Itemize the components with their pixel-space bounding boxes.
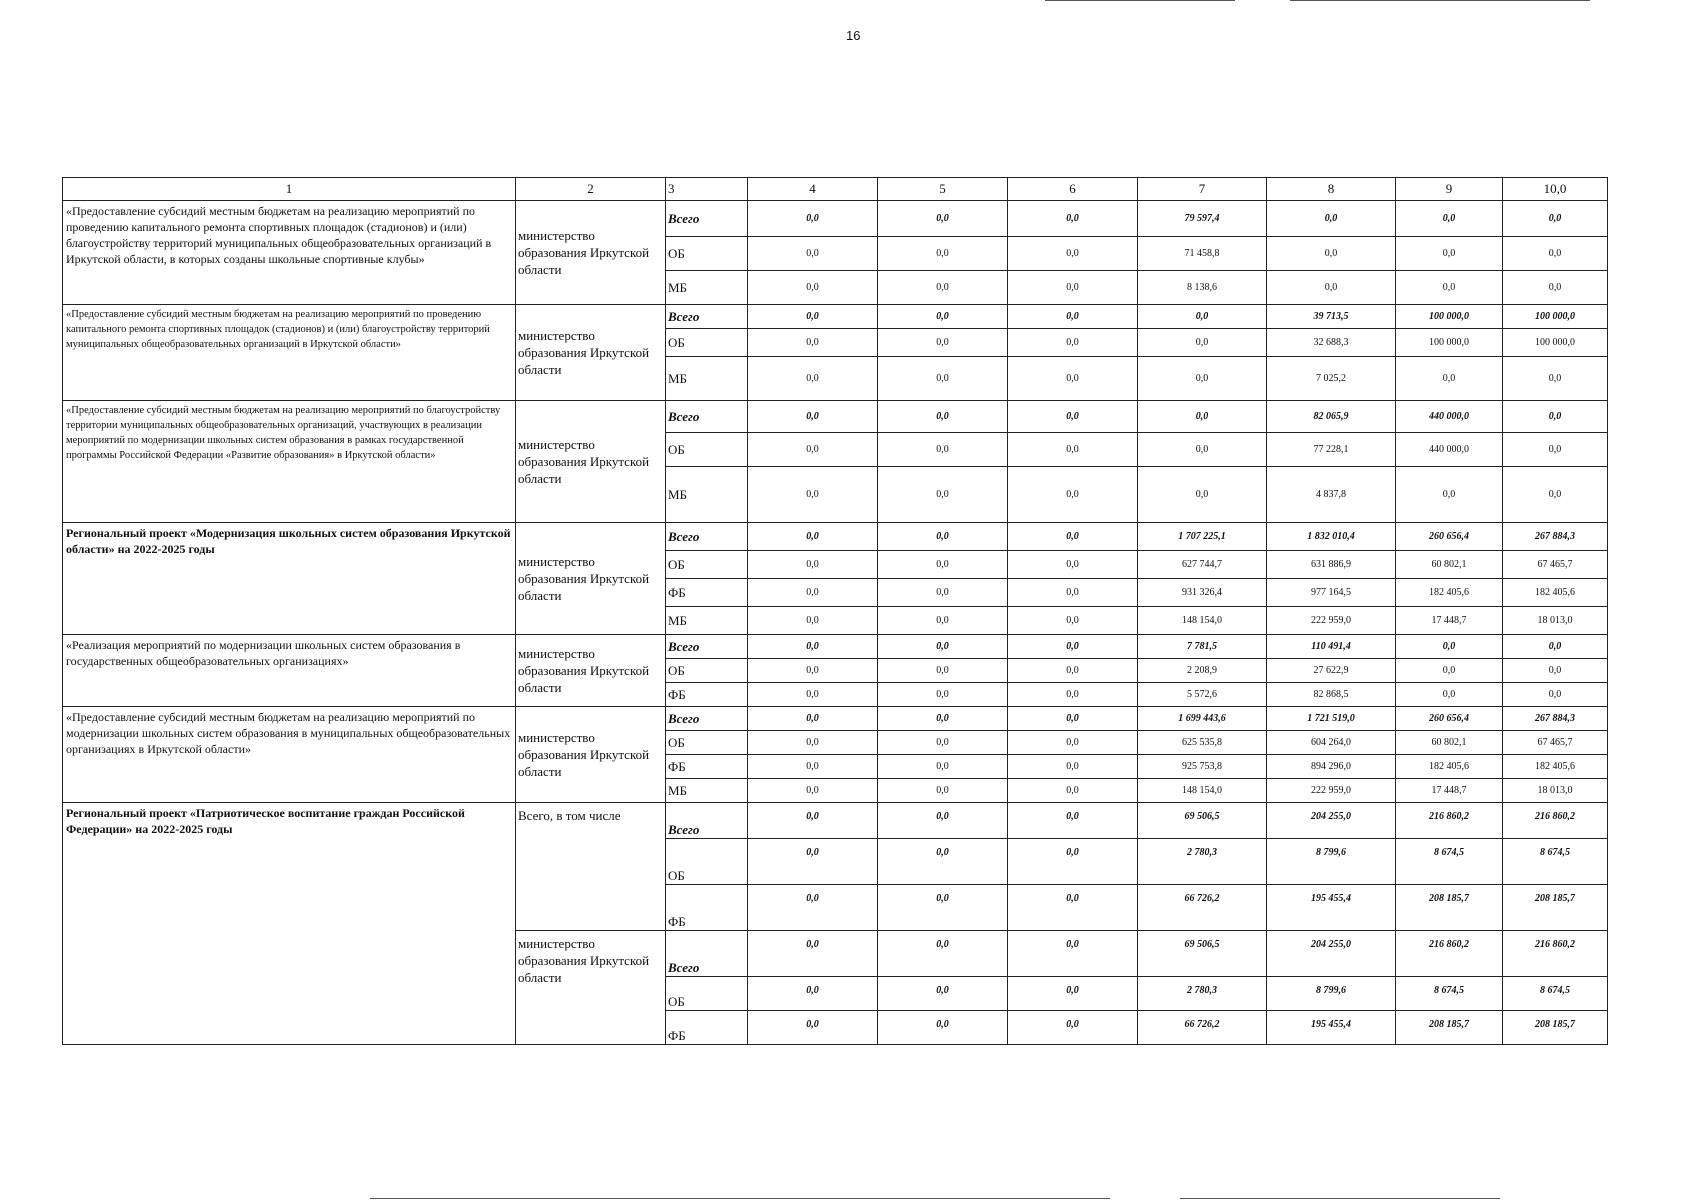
value-cell: 627 744,7 (1138, 551, 1267, 579)
value-cell: 931 326,4 (1138, 579, 1267, 607)
responsible-executor: министерство образования Иркутской области (516, 401, 666, 523)
value-cell: 66 726,2 (1138, 1011, 1267, 1045)
value-cell: 39 713,5 (1267, 305, 1396, 329)
value-cell: 8 138,6 (1138, 271, 1267, 305)
funding-source: Всего (666, 803, 748, 839)
value-cell: 0,0 (748, 1011, 878, 1045)
value-cell: 0,0 (1008, 551, 1138, 579)
value-cell: 260 656,4 (1396, 707, 1503, 731)
value-cell: 0,0 (1008, 977, 1138, 1011)
value-cell: 0,0 (1008, 401, 1138, 433)
value-cell: 0,0 (1396, 635, 1503, 659)
value-cell: 0,0 (1503, 237, 1608, 271)
value-cell: 82 868,5 (1267, 683, 1396, 707)
table-row (63, 305, 1608, 329)
funding-source: МБ (666, 607, 748, 635)
value-cell: 79 597,4 (1138, 201, 1267, 237)
value-cell: 100 000,0 (1503, 329, 1608, 357)
value-cell: 0,0 (878, 305, 1008, 329)
header-cell: 1 (63, 178, 516, 201)
header-cell: 6 (1008, 178, 1138, 201)
value-cell: 0,0 (1008, 523, 1138, 551)
value-cell: 0,0 (748, 731, 878, 755)
value-cell: 0,0 (878, 237, 1008, 271)
value-cell: 625 535,8 (1138, 731, 1267, 755)
value-cell: 0,0 (878, 579, 1008, 607)
value-cell: 0,0 (748, 305, 878, 329)
value-cell: 0,0 (1503, 683, 1608, 707)
value-cell: 0,0 (1008, 357, 1138, 401)
value-cell: 8 674,5 (1396, 839, 1503, 885)
value-cell: 0,0 (748, 551, 878, 579)
value-cell: 0,0 (878, 755, 1008, 779)
value-cell: 0,0 (878, 839, 1008, 885)
value-cell: 0,0 (1396, 357, 1503, 401)
value-cell: 1 707 225,1 (1138, 523, 1267, 551)
value-cell: 208 185,7 (1396, 1011, 1503, 1045)
funding-source: МБ (666, 467, 748, 523)
value-cell: 2 780,3 (1138, 977, 1267, 1011)
value-cell: 0,0 (878, 885, 1008, 931)
value-cell: 0,0 (748, 839, 878, 885)
scan-artifact-line (1045, 0, 1235, 1)
value-cell: 0,0 (878, 523, 1008, 551)
value-cell: 0,0 (1138, 401, 1267, 433)
value-cell: 8 674,5 (1503, 977, 1608, 1011)
value-cell: 18 013,0 (1503, 607, 1608, 635)
value-cell: 0,0 (748, 885, 878, 931)
value-cell: 182 405,6 (1396, 755, 1503, 779)
responsible-executor: министерство образования Иркутской области (516, 707, 666, 803)
responsible-executor: министерство образования Иркутской области (516, 305, 666, 401)
value-cell: 0,0 (748, 433, 878, 467)
value-cell: 71 458,8 (1138, 237, 1267, 271)
value-cell: 0,0 (1008, 635, 1138, 659)
value-cell: 0,0 (1503, 201, 1608, 237)
value-cell: 7 781,5 (1138, 635, 1267, 659)
value-cell: 67 465,7 (1503, 551, 1608, 579)
value-cell: 100 000,0 (1396, 329, 1503, 357)
value-cell: 0,0 (748, 401, 878, 433)
value-cell: 0,0 (878, 201, 1008, 237)
value-cell: 260 656,4 (1396, 523, 1503, 551)
value-cell: 216 860,2 (1396, 803, 1503, 839)
value-cell: 0,0 (748, 977, 878, 1011)
value-cell: 0,0 (878, 551, 1008, 579)
value-cell: 0,0 (1396, 201, 1503, 237)
value-cell: 0,0 (1008, 779, 1138, 803)
funding-source: Всего (666, 523, 748, 551)
header-cell: 5 (878, 178, 1008, 201)
value-cell: 100 000,0 (1503, 305, 1608, 329)
value-cell: 0,0 (1396, 683, 1503, 707)
value-cell: 631 886,9 (1267, 551, 1396, 579)
value-cell: 0,0 (1503, 467, 1608, 523)
value-cell: 0,0 (1008, 237, 1138, 271)
value-cell: 0,0 (748, 607, 878, 635)
value-cell: 0,0 (1138, 305, 1267, 329)
funding-source: ОБ (666, 433, 748, 467)
value-cell: 0,0 (1138, 433, 1267, 467)
value-cell: 60 802,1 (1396, 551, 1503, 579)
value-cell: 17 448,7 (1396, 779, 1503, 803)
value-cell: 0,0 (1396, 467, 1503, 523)
value-cell: 0,0 (878, 271, 1008, 305)
funding-source: ОБ (666, 731, 748, 755)
funding-source: МБ (666, 271, 748, 305)
value-cell: 0,0 (878, 931, 1008, 977)
value-cell: 1 721 519,0 (1267, 707, 1396, 731)
value-cell: 0,0 (748, 523, 878, 551)
value-cell: 8 799,6 (1267, 977, 1396, 1011)
value-cell: 0,0 (1008, 201, 1138, 237)
value-cell: 204 255,0 (1267, 931, 1396, 977)
value-cell: 222 959,0 (1267, 607, 1396, 635)
header-cell: 2 (516, 178, 666, 201)
value-cell: 0,0 (748, 803, 878, 839)
value-cell: 0,0 (1008, 1011, 1138, 1045)
value-cell: 0,0 (1008, 329, 1138, 357)
table-row (63, 201, 1608, 237)
value-cell: 1 699 443,6 (1138, 707, 1267, 731)
value-cell: 0,0 (748, 683, 878, 707)
responsible-executor: министерство образования Иркутской области (516, 931, 666, 1045)
value-cell: 925 753,8 (1138, 755, 1267, 779)
value-cell: 894 296,0 (1267, 755, 1396, 779)
value-cell: 0,0 (748, 467, 878, 523)
value-cell: 0,0 (1008, 803, 1138, 839)
value-cell: 216 860,2 (1503, 803, 1608, 839)
value-cell: 0,0 (1267, 271, 1396, 305)
value-cell: 0,0 (1008, 755, 1138, 779)
funding-source: Всего (666, 401, 748, 433)
value-cell: 0,0 (748, 755, 878, 779)
scan-artifact-line (370, 1198, 1110, 1199)
value-cell: 0,0 (1267, 237, 1396, 271)
value-cell: 0,0 (878, 357, 1008, 401)
value-cell: 267 884,3 (1503, 707, 1608, 731)
value-cell: 208 185,7 (1503, 885, 1608, 931)
value-cell: 216 860,2 (1503, 931, 1608, 977)
value-cell: 1 832 010,4 (1267, 523, 1396, 551)
value-cell: 0,0 (878, 467, 1008, 523)
value-cell: 977 164,5 (1267, 579, 1396, 607)
value-cell: 0,0 (878, 1011, 1008, 1045)
value-cell: 69 506,5 (1138, 931, 1267, 977)
value-cell: 0,0 (1503, 635, 1608, 659)
item-name: «Предоставление субсидий местным бюджетам на реализацию мероприятий по проведению капитального ремонта спортивных площадок (стадионов) и (или) благоустройству территорий муниципальных общеобразовательных организаций в Иркутской области» (63, 305, 516, 401)
value-cell: 0,0 (1008, 731, 1138, 755)
value-cell: 222 959,0 (1267, 779, 1396, 803)
value-cell: 267 884,3 (1503, 523, 1608, 551)
header-cell: 4 (748, 178, 878, 201)
value-cell: 0,0 (1008, 467, 1138, 523)
value-cell: 0,0 (878, 607, 1008, 635)
value-cell: 0,0 (1008, 931, 1138, 977)
value-cell: 0,0 (1008, 305, 1138, 329)
value-cell: 195 455,4 (1267, 885, 1396, 931)
table-row (63, 401, 1608, 433)
value-cell: 0,0 (878, 731, 1008, 755)
value-cell: 440 000,0 (1396, 433, 1503, 467)
value-cell: 32 688,3 (1267, 329, 1396, 357)
value-cell: 0,0 (748, 271, 878, 305)
table-row (63, 635, 1608, 659)
header-cell: 9 (1396, 178, 1503, 201)
value-cell: 0,0 (1503, 357, 1608, 401)
funding-source: ФБ (666, 683, 748, 707)
value-cell: 0,0 (1008, 433, 1138, 467)
value-cell: 7 025,2 (1267, 357, 1396, 401)
value-cell: 0,0 (748, 659, 878, 683)
funding-source: ФБ (666, 755, 748, 779)
value-cell: 27 622,9 (1267, 659, 1396, 683)
funding-source: ОБ (666, 551, 748, 579)
item-name: «Предоставление субсидий местным бюджетам на реализацию мероприятий по проведению капитального ремонта спортивных площадок (стадионов) и (или) благоустройству территорий муниципальных общеобразовательных организаций в Иркутской области, в которых созданы школьные спортивные клубы» (63, 201, 516, 305)
value-cell: 0,0 (878, 683, 1008, 707)
value-cell: 0,0 (878, 977, 1008, 1011)
funding-source: Всего (666, 305, 748, 329)
table-row (63, 803, 1608, 839)
value-cell: 82 065,9 (1267, 401, 1396, 433)
item-name: Региональный проект «Патриотическое воспитание граждан Российской Федерации» на 2022-2025 годы (63, 803, 516, 1045)
table-row (63, 707, 1608, 731)
value-cell: 0,0 (1008, 683, 1138, 707)
header-cell: 8 (1267, 178, 1396, 201)
funding-source: Всего (666, 635, 748, 659)
funding-source: МБ (666, 779, 748, 803)
table-row (63, 523, 1608, 551)
value-cell: 0,0 (1008, 839, 1138, 885)
item-name: «Реализация мероприятий по модернизации школьных систем образования в государственных общеобразовательных организациях» (63, 635, 516, 707)
value-cell: 17 448,7 (1396, 607, 1503, 635)
value-cell: 216 860,2 (1396, 931, 1503, 977)
value-cell: 0,0 (1138, 467, 1267, 523)
value-cell: 0,0 (1396, 237, 1503, 271)
funding-source: ОБ (666, 977, 748, 1011)
value-cell: 440 000,0 (1396, 401, 1503, 433)
value-cell: 0,0 (1008, 707, 1138, 731)
value-cell: 8 674,5 (1396, 977, 1503, 1011)
value-cell: 195 455,4 (1267, 1011, 1396, 1045)
value-cell: 182 405,6 (1396, 579, 1503, 607)
value-cell: 0,0 (878, 803, 1008, 839)
funding-source: ОБ (666, 659, 748, 683)
value-cell: 69 506,5 (1138, 803, 1267, 839)
funding-source: Всего (666, 931, 748, 977)
value-cell: 0,0 (1008, 607, 1138, 635)
item-name: Региональный проект «Модернизация школьных систем образования Иркутской области» на 2022-2025 годы (63, 523, 516, 635)
value-cell: 5 572,6 (1138, 683, 1267, 707)
header-cell: 10,0 (1503, 178, 1608, 201)
value-cell: 604 264,0 (1267, 731, 1396, 755)
header-row (63, 178, 1608, 201)
funding-source: ОБ (666, 839, 748, 885)
value-cell: 0,0 (748, 201, 878, 237)
value-cell: 0,0 (748, 237, 878, 271)
value-cell: 0,0 (748, 931, 878, 977)
value-cell: 0,0 (1396, 271, 1503, 305)
budget-table (62, 177, 1608, 1045)
value-cell: 2 780,3 (1138, 839, 1267, 885)
value-cell: 60 802,1 (1396, 731, 1503, 755)
value-cell: 0,0 (1138, 357, 1267, 401)
funding-source: ФБ (666, 1011, 748, 1045)
scan-artifact-line (1290, 0, 1590, 1)
value-cell: 0,0 (878, 329, 1008, 357)
value-cell: 8 799,6 (1267, 839, 1396, 885)
funding-source: ОБ (666, 237, 748, 271)
value-cell: 0,0 (1138, 329, 1267, 357)
value-cell: 66 726,2 (1138, 885, 1267, 931)
value-cell: 148 154,0 (1138, 607, 1267, 635)
value-cell: 0,0 (1503, 401, 1608, 433)
value-cell: 4 837,8 (1267, 467, 1396, 523)
value-cell: 0,0 (878, 433, 1008, 467)
value-cell: 18 013,0 (1503, 779, 1608, 803)
value-cell: 0,0 (1008, 885, 1138, 931)
funding-source: ОБ (666, 329, 748, 357)
value-cell: 0,0 (748, 329, 878, 357)
funding-source: Всего (666, 707, 748, 731)
value-cell: 0,0 (748, 635, 878, 659)
value-cell: 100 000,0 (1396, 305, 1503, 329)
value-cell: 0,0 (1008, 659, 1138, 683)
value-cell: 0,0 (748, 357, 878, 401)
value-cell: 0,0 (748, 707, 878, 731)
value-cell: 67 465,7 (1503, 731, 1608, 755)
responsible-executor: министерство образования Иркутской области (516, 523, 666, 635)
funding-source: ФБ (666, 885, 748, 931)
value-cell: 0,0 (1267, 201, 1396, 237)
funding-source: Всего (666, 201, 748, 237)
value-cell: 110 491,4 (1267, 635, 1396, 659)
responsible-executor: министерство образования Иркутской области (516, 201, 666, 305)
funding-source: МБ (666, 357, 748, 401)
value-cell: 204 255,0 (1267, 803, 1396, 839)
value-cell: 0,0 (878, 779, 1008, 803)
value-cell: 0,0 (878, 659, 1008, 683)
responsible-executor: Всего, в том числе (516, 803, 666, 931)
value-cell: 182 405,6 (1503, 755, 1608, 779)
funding-source: ФБ (666, 579, 748, 607)
value-cell: 0,0 (878, 707, 1008, 731)
value-cell: 0,0 (1008, 579, 1138, 607)
value-cell: 0,0 (1503, 271, 1608, 305)
value-cell: 2 208,9 (1138, 659, 1267, 683)
value-cell: 0,0 (1503, 433, 1608, 467)
value-cell: 0,0 (1008, 271, 1138, 305)
value-cell: 77 228,1 (1267, 433, 1396, 467)
scan-artifact-line (1180, 1198, 1500, 1199)
header-cell: 3 (666, 178, 748, 201)
item-name: «Предоставление субсидий местным бюджетам на реализацию мероприятий по благоустройству территории муниципальных общеобразовательных организаций, участвующих в реализации мероприятий по модернизации школьных систем образования в рамках государственной программы Российской Федерации «Развитие образования» в Иркутской области» (63, 401, 516, 523)
value-cell: 182 405,6 (1503, 579, 1608, 607)
value-cell: 0,0 (878, 401, 1008, 433)
responsible-executor: министерство образования Иркутской области (516, 635, 666, 707)
value-cell: 0,0 (1503, 659, 1608, 683)
value-cell: 208 185,7 (1503, 1011, 1608, 1045)
value-cell: 8 674,5 (1503, 839, 1608, 885)
header-cell: 7 (1138, 178, 1267, 201)
value-cell: 0,0 (748, 579, 878, 607)
page-number: 16 (846, 28, 861, 43)
value-cell: 0,0 (878, 635, 1008, 659)
value-cell: 0,0 (1396, 659, 1503, 683)
value-cell: 208 185,7 (1396, 885, 1503, 931)
value-cell: 0,0 (748, 779, 878, 803)
item-name: «Предоставление субсидий местным бюджетам на реализацию мероприятий по модернизации школьных систем образования в муниципальных общеобразовательных организациях в Иркутской области» (63, 707, 516, 803)
value-cell: 148 154,0 (1138, 779, 1267, 803)
